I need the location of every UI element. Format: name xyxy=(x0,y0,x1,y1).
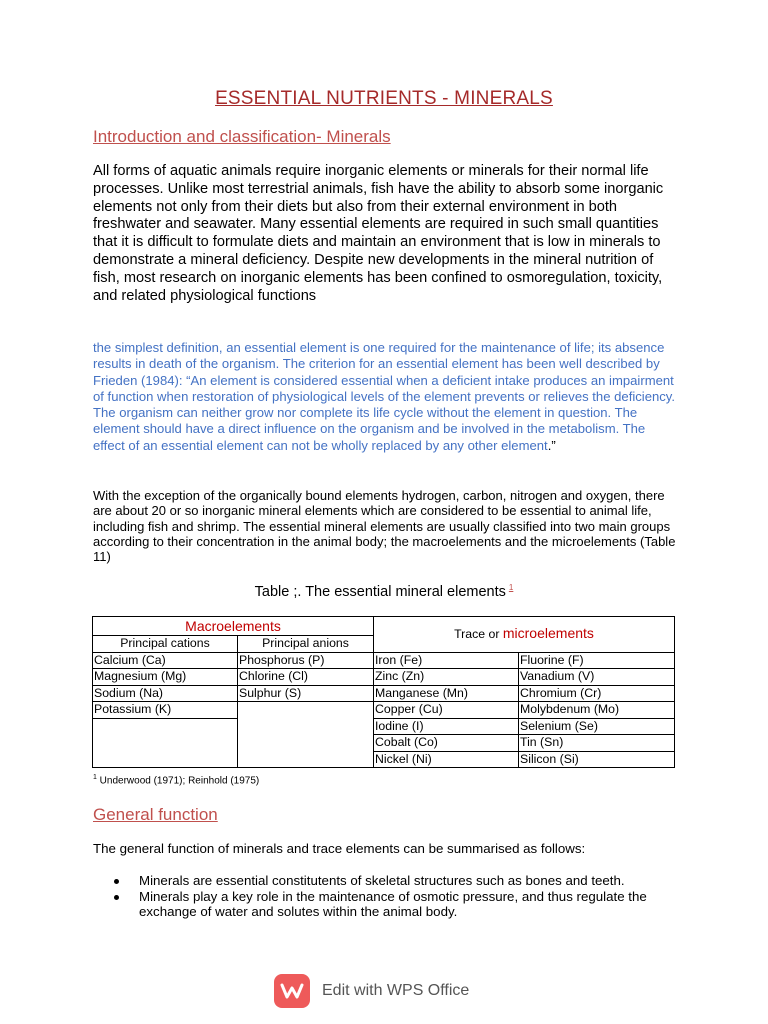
definition-quote-close: .” xyxy=(547,437,556,453)
table-row xyxy=(93,652,675,669)
table-cell: Nickel (Ni) xyxy=(374,751,519,768)
table-cell: Copper (Cu) xyxy=(374,702,519,719)
table-cell: Fluorine (F) xyxy=(519,652,675,669)
minerals-table xyxy=(92,616,675,768)
table-cell-empty-merged xyxy=(238,702,374,768)
table-cell: Chlorine (Cl) xyxy=(238,669,374,686)
trace-elements-header xyxy=(374,617,675,653)
list-item-text: Minerals are essential constitutents of skeletal structures such as bones and teeth. xyxy=(139,873,625,888)
table-cell: Tin (Sn) xyxy=(519,735,675,752)
table-cell: Chromium (Cr) xyxy=(519,685,675,702)
table-cell: Silicon (Si) xyxy=(519,751,675,768)
classification-paragraph: With the exception of the organically bound elements hydrogen, carbon, nitrogen and oxygen, there are about 20 or so inorganic mineral elements which are considered to be essential to animal life, including fish and shrimp. The essential mineral elements are usually classified into two main groups according to their concentration in the animal body; the macroelements and the microelements (Table 11) xyxy=(93,488,676,565)
list-item xyxy=(93,889,683,920)
table-row xyxy=(93,685,675,702)
table-cell: Sodium (Na) xyxy=(93,685,238,702)
footnote-text: Underwood (1971); Reinhold (1975) xyxy=(96,775,260,787)
bullet-icon xyxy=(114,895,119,900)
microelements-label: microelements xyxy=(502,625,594,641)
table-caption xyxy=(0,583,768,600)
wps-label: Edit with WPS Office xyxy=(322,982,470,999)
table-caption-text: Table ;. The essential mineral elements xyxy=(254,583,506,600)
table-cell: Manganese (Mn) xyxy=(374,685,519,702)
table-header-row xyxy=(93,617,675,636)
function-bullet-list xyxy=(93,873,683,920)
list-item-text: Minerals play a key role in the maintenance of osmotic pressure, and thus regulate the exchange of water and solutes within the animal body. xyxy=(139,888,647,919)
table-caption-footnote-ref[interactable]: 1 xyxy=(508,583,514,592)
general-function-paragraph: The general function of minerals and trace elements can be summarised as follows: xyxy=(93,841,586,856)
table-cell: Iron (Fe) xyxy=(374,652,519,669)
table-cell: Sulphur (S) xyxy=(238,685,374,702)
footnote-mark: 1 xyxy=(93,774,97,781)
table-cell: Molybdenum (Mo) xyxy=(519,702,675,719)
table-cell-empty-merged xyxy=(93,718,238,768)
table-footnote xyxy=(93,774,259,786)
general-function-heading: General function xyxy=(93,805,218,824)
definition-quote-paragraph xyxy=(93,340,678,454)
table-cell: Magnesium (Mg) xyxy=(93,669,238,686)
definition-quote-text: the simplest definition, an essential element is one required for the maintenance of life; its absence results in death of the organism. The criterion for an essential element has been well described by Frieden (1984): “An element is considered essential when a deficient intake produces an impairment of function when restoration of physiological levels of the element prevents or relieves the deficiency. The organism can neither grow nor complete its life cycle without the element in question. The element should have a direct influence on the organism and be involved in the metabolism. The effect of an essential element can not be wholly replaced by any other element xyxy=(93,340,676,453)
table-row xyxy=(93,702,675,719)
page-title: ESSENTIAL NUTRIENTS - MINERALS xyxy=(215,88,553,109)
anions-header: Principal anions xyxy=(238,636,374,653)
table-cell: Phosphorus (P) xyxy=(238,652,374,669)
table-cell: Selenium (Se) xyxy=(519,718,675,735)
edit-with-wps-button[interactable] xyxy=(274,974,469,1008)
table-cell: Cobalt (Co) xyxy=(374,735,519,752)
table-cell: Iodine (I) xyxy=(374,718,519,735)
trace-prefix: Trace or xyxy=(454,627,503,641)
macroelements-header: Macroelements xyxy=(93,617,374,636)
wps-logo-icon xyxy=(274,974,310,1008)
list-item xyxy=(93,873,683,889)
intro-paragraph: All forms of aquatic animals require inorganic elements or minerals for their normal life processes. Unlike most terrestrial animals, fish have the ability to absorb some inorganic elements not only from their diets but also from their external environment in both freshwater and seawater. Many essential elements are required in such small quantities that it is difficult to formulate diets and maintain an environment that is low in minerals to demonstrate a mineral deficiency. Despite new developments in the mineral nutrition of fish, most research on inorganic elements has been confined to osmoregulation, toxicity, and related physiological functions xyxy=(93,163,664,304)
table-cell: Calcium (Ca) xyxy=(93,652,238,669)
table-row xyxy=(93,669,675,686)
bullet-icon xyxy=(114,879,119,884)
table-row xyxy=(93,718,675,735)
intro-heading: Introduction and classification- Minerals xyxy=(93,127,391,146)
cations-header: Principal cations xyxy=(93,636,238,653)
table-cell: Vanadium (V) xyxy=(519,669,675,686)
table-cell: Potassium (K) xyxy=(93,702,238,719)
table-cell: Zinc (Zn) xyxy=(374,669,519,686)
